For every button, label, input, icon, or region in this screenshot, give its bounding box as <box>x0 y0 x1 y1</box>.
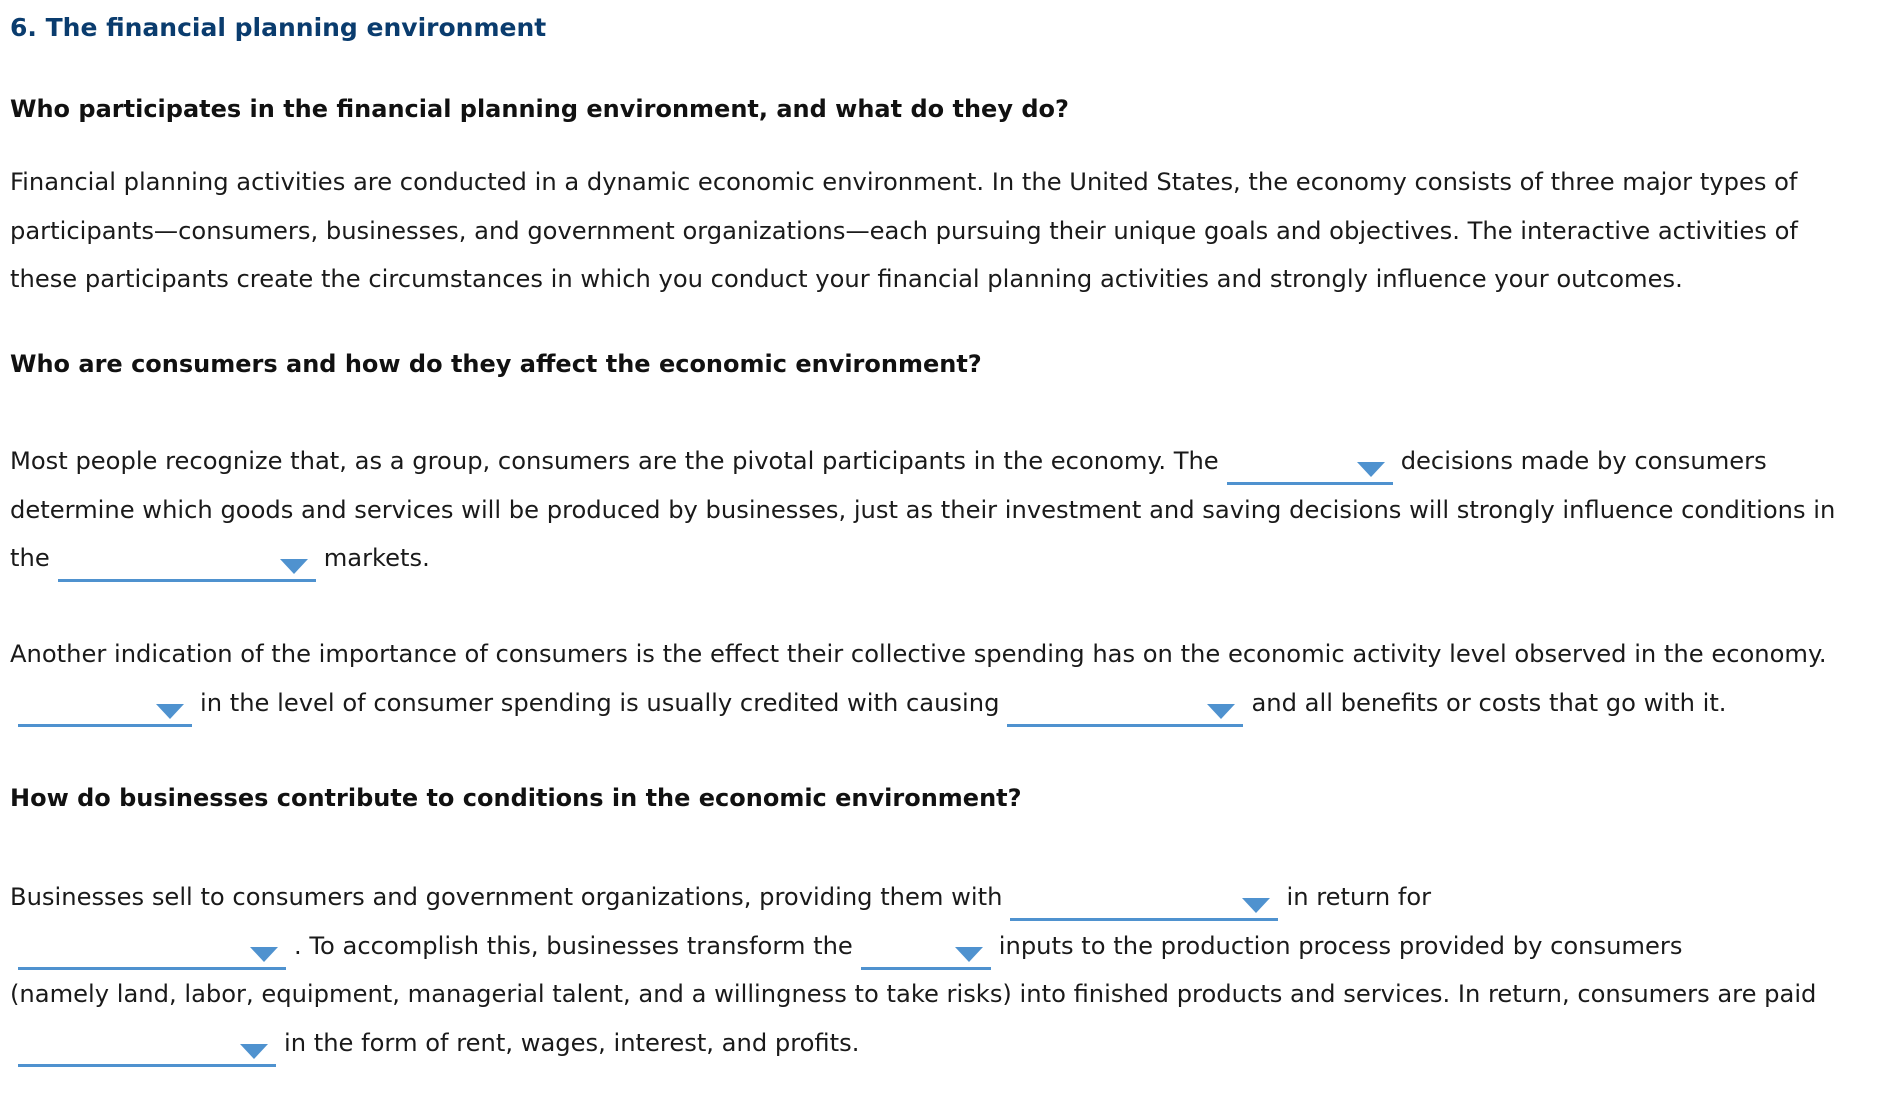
text: Businesses sell to consumers and government organizations, providing them with <box>10 883 1003 911</box>
text: decisions made by consumers <box>1400 447 1767 475</box>
text: in the level of consumer spending is usually credited with causing <box>200 688 1000 717</box>
chevron-down-icon <box>250 947 278 962</box>
paragraph-line: (namely land, labor, equipment, managerial talent, and a willingness to take risks) into finished products and services. In return, consumers are paid <box>10 980 1817 1008</box>
dropdown-consumer-decisions[interactable] <box>1227 452 1393 485</box>
section-heading-consumers: Who are consumers and how do they affect the economic environment? <box>10 350 982 378</box>
text: in the form of rent, wages, interest, and profits. <box>284 1028 860 1057</box>
dropdown-inputs-type[interactable] <box>861 937 991 970</box>
dropdown-caused-effect[interactable] <box>1007 694 1243 727</box>
dropdown-return-for[interactable] <box>18 937 286 970</box>
paragraph-line <box>10 1019 1816 1068</box>
chevron-down-icon <box>1242 898 1270 913</box>
paragraph-line <box>10 922 1816 971</box>
paragraph-line: participants—consumers, businesses, and government organizations—each pursuing their unique goals and objectives. The interactive activities of <box>10 216 1798 245</box>
chevron-down-icon <box>1207 704 1235 719</box>
section-heading-participants: Who participates in the financial planning environment, and what do they do? <box>10 95 1069 123</box>
paragraph-line: determine which goods and services will be produced by businesses, just as their investment and saving decisions will strongly influence conditions in <box>10 495 1836 524</box>
businesses-paragraph <box>10 873 1816 1067</box>
consumers-paragraph-2 <box>10 630 1827 727</box>
paragraph-line: these participants create the circumstances in which you conduct your financial planning activities and strongly influence your outcomes. <box>10 265 1683 293</box>
dropdown-spending-change[interactable] <box>18 694 192 727</box>
dropdown-markets[interactable] <box>58 549 316 582</box>
paragraph-line <box>10 873 1816 922</box>
chevron-down-icon <box>280 559 308 574</box>
participants-paragraph <box>10 158 1798 304</box>
text: markets. <box>323 544 430 572</box>
paragraph-line <box>10 534 1835 583</box>
chevron-down-icon <box>1357 462 1385 477</box>
text: and all benefits or costs that go with it. <box>1251 688 1727 717</box>
chevron-down-icon <box>156 704 184 719</box>
chevron-down-icon <box>240 1044 268 1059</box>
text: inputs to the production process provided by consumers <box>998 931 1683 960</box>
page-title: 6. The financial planning environment <box>10 13 547 42</box>
paragraph-line: Another indication of the importance of consumers is the effect their collective spending has on the economic activity level observed in the economy. <box>10 640 1827 668</box>
text: the <box>10 544 50 572</box>
section-heading-businesses: How do businesses contribute to conditions in the economic environment? <box>10 784 1022 812</box>
paragraph-line: Financial planning activities are conducted in a dynamic economic environment. In the United States, the economy consists of three major types of <box>10 168 1798 196</box>
chevron-down-icon <box>955 947 983 962</box>
consumers-paragraph-1 <box>10 437 1835 583</box>
dropdown-consumers-paid[interactable] <box>18 1034 276 1067</box>
text: . To accomplish this, businesses transform the <box>294 931 853 960</box>
paragraph-line <box>10 437 1835 486</box>
dropdown-provided-goods[interactable] <box>1010 888 1278 921</box>
text: in return for <box>1286 883 1432 911</box>
text: Most people recognize that, as a group, consumers are the pivotal participants in the economy. The <box>10 447 1219 475</box>
paragraph-line <box>10 679 1827 728</box>
